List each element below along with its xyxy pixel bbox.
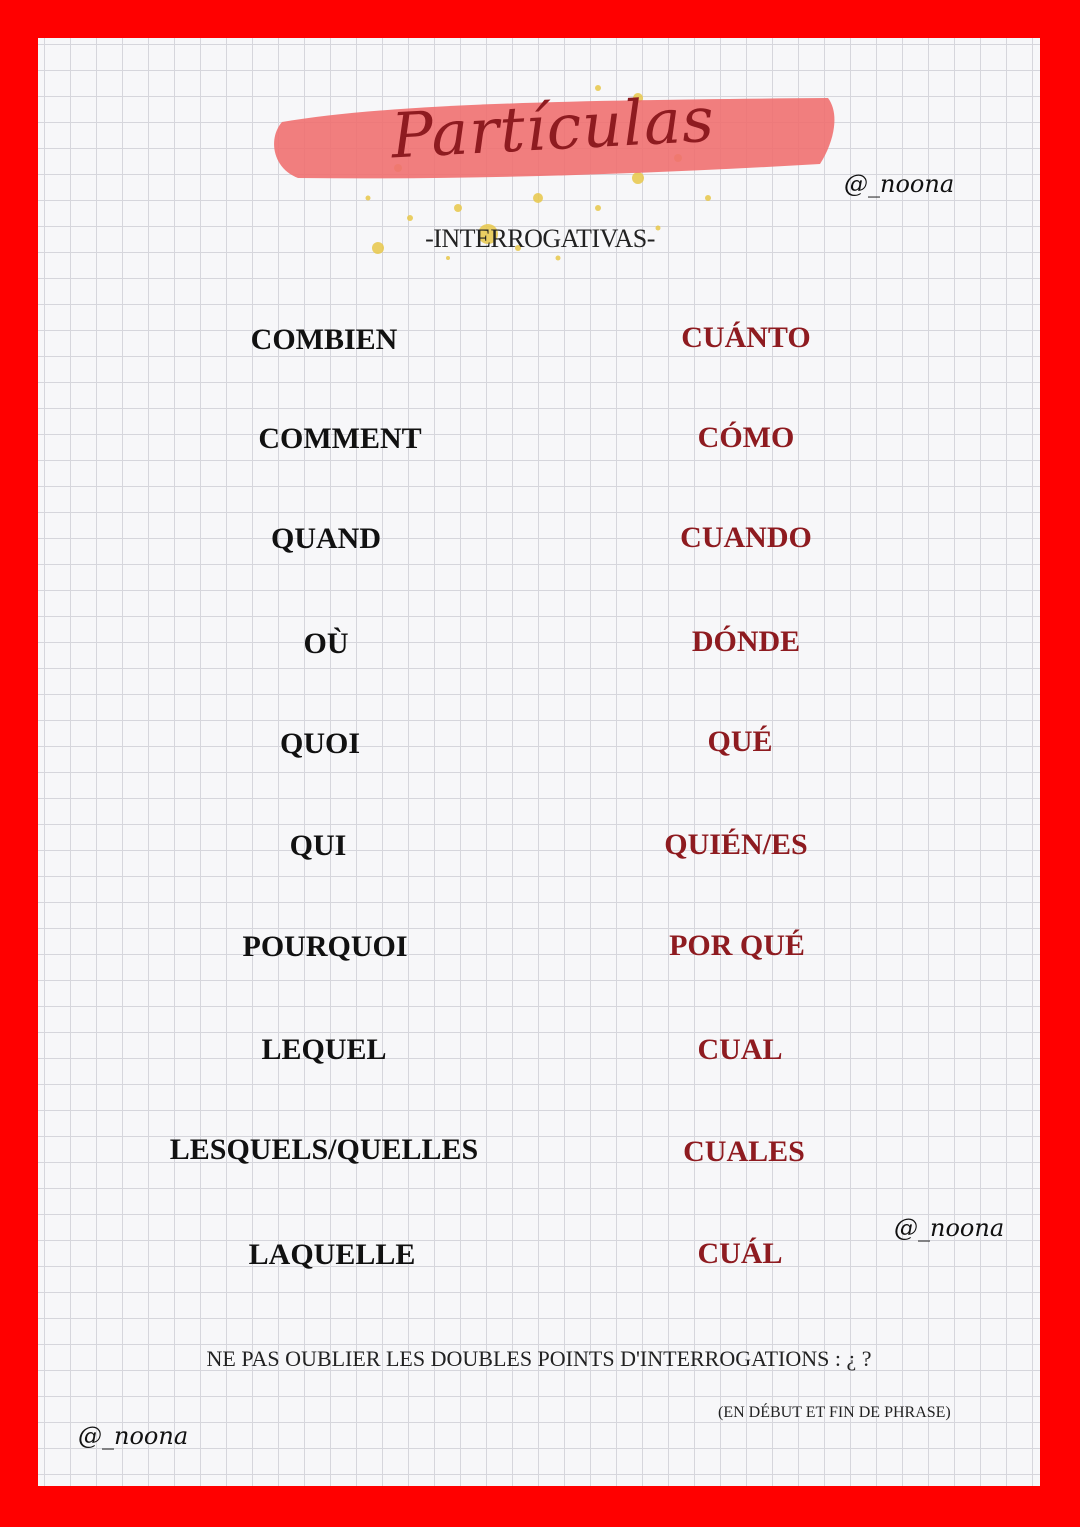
french-word: POURQUOI	[242, 930, 408, 963]
reminder-note: NE PAS OUBLIER LES DOUBLES POINTS D'INTERROGATIONS : ¿ ?	[206, 1346, 872, 1371]
reminder-detail: (EN DÉBUT ET FIN DE PHRASE)	[718, 1404, 951, 1421]
spanish-word: CUÁL	[697, 1237, 783, 1270]
spanish-word: CUANDO	[680, 521, 812, 554]
author-handle: @_noona	[894, 1214, 1005, 1242]
french-word: QUAND	[271, 522, 381, 555]
french-word: LAQUELLE	[248, 1238, 416, 1271]
french-word: COMBIEN	[250, 323, 398, 356]
french-word: COMMENT	[258, 422, 422, 455]
spanish-word: DÓNDE	[691, 625, 801, 658]
spanish-word: QUÉ	[707, 725, 773, 758]
spanish-word: QUIÉN/ES	[664, 828, 808, 861]
french-word: LESQUELS/QUELLES	[169, 1133, 479, 1166]
french-word: OÙ	[303, 627, 349, 660]
french-word: LEQUEL	[261, 1033, 387, 1066]
page-title: Partículas	[389, 82, 717, 173]
spanish-word: CÓMO	[697, 421, 795, 454]
spanish-word: CUAL	[697, 1033, 783, 1066]
page-subtitle: -INTERROGATIVAS-	[425, 224, 655, 253]
spanish-word: CUÁNTO	[681, 321, 811, 354]
spanish-word: POR QUÉ	[669, 929, 805, 962]
author-handle: @_noona	[844, 170, 955, 198]
spanish-word: CUALES	[683, 1135, 805, 1168]
author-handle: @_noona	[78, 1422, 189, 1450]
worksheet-page	[38, 38, 1040, 1486]
french-word: QUOI	[279, 727, 360, 760]
french-word: QUI	[289, 829, 347, 862]
